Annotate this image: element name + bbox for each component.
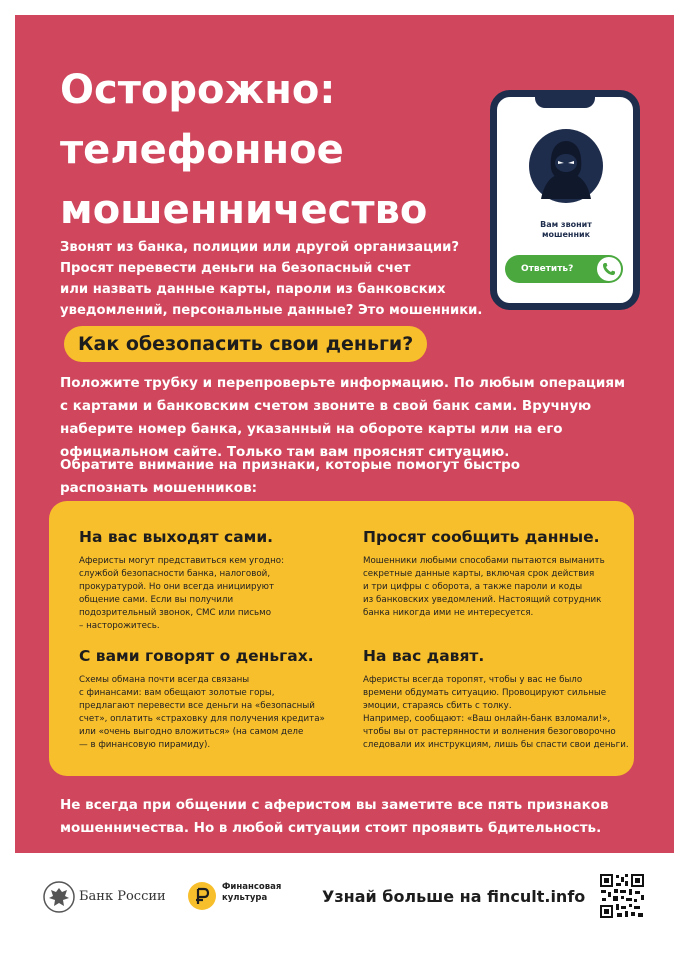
sign-line: прокуратурой. Но они всегда инициируют — [79, 582, 275, 592]
sign-line: с финансами: вам обещают золотые горы, — [79, 688, 275, 698]
phone-illustration — [490, 90, 640, 310]
sign-line: Схемы обмана почти всегда связаны — [79, 675, 250, 685]
sign-text — [363, 555, 633, 620]
sign-line: секретные данные карты, включая срок действия — [363, 569, 595, 579]
sign-line: эмоции, стараясь сбить с толку. — [363, 701, 512, 711]
sign-line: службой безопасности банка, налоговой, — [79, 569, 271, 579]
sign-text — [79, 555, 349, 633]
sign-card — [79, 527, 349, 633]
sign-line: или «очень выгодно вложиться» (на самом деле — [79, 727, 304, 737]
advice-line: официальном сайте. Только там вам прояснят ситуацию. — [60, 444, 510, 460]
sign-text — [79, 674, 349, 752]
intro-line: или назвать данные карты, пароли из банковских — [60, 282, 446, 297]
sign-text — [363, 674, 633, 752]
signs-intro — [60, 454, 635, 500]
fincult-line: культура — [222, 893, 268, 903]
ruble-coin-icon — [187, 881, 217, 911]
title-line: Осторожно: — [60, 67, 336, 113]
intro-text — [60, 237, 500, 321]
sign-line: Например, сообщают: «Ваш онлайн-банк взломали!», — [363, 714, 611, 724]
main-panel — [15, 15, 674, 853]
sign-line: из банковских уведомлений. Настоящий сотрудник — [363, 595, 602, 605]
website-cta[interactable]: Узнай больше на fincult.info — [322, 887, 586, 906]
answer-call-button[interactable] — [505, 255, 623, 283]
phone-handset-graphic — [597, 257, 621, 281]
sign-line: Аферисты всегда торопят, чтобы у вас не было — [363, 675, 583, 685]
qr-code[interactable] — [599, 873, 645, 919]
intro-line: Звонят из банка, полиции или другой организации? — [60, 240, 459, 255]
caller-line: мошенник — [541, 230, 591, 239]
title-line: мошенничество — [60, 187, 428, 233]
outro-line: Не всегда при общении с аферистом вы заметите все пять признаков — [60, 797, 609, 813]
poster — [15, 15, 674, 945]
title-line: телефонное — [60, 127, 344, 173]
bank-name: Банк России — [79, 889, 166, 904]
answer-label: Ответить? — [521, 264, 574, 274]
advice-text — [60, 372, 635, 464]
phone-icon[interactable] — [597, 257, 621, 281]
signs-intro-line: Обратите внимание на признаки, которые помогут быстро — [60, 457, 521, 473]
sign-line: чтобы вы от растерянности и волнения безоговорочно — [363, 727, 616, 737]
signs-panel — [49, 501, 634, 776]
advice-line: наберите номер банка, указанный на обороте карты или на его — [60, 421, 563, 437]
intro-line: Просят перевести деньги на безопасный счет — [60, 261, 411, 276]
sign-line: и три цифры с оборота, а также пароли и коды — [363, 582, 583, 592]
section-heading: Как обезопасить свои деньги? — [64, 326, 427, 362]
fincult-name — [222, 882, 292, 904]
outro-line: мошенничества. Но в любой ситуации стоит проявить бдительность. — [60, 820, 602, 836]
advice-line: с картами и банковским счетом звоните в свой банк сами. Вручную — [60, 398, 592, 414]
sign-card — [363, 527, 633, 620]
sign-line: – насторожитесь. — [79, 621, 160, 631]
bank-eagle-icon — [43, 881, 75, 913]
sign-title: С вами говорят о деньгах. — [79, 647, 314, 665]
outro-text — [60, 794, 640, 840]
sign-line: — в финансовую пирамиду). — [79, 740, 211, 750]
sign-title: Просят сообщить данные. — [363, 528, 600, 546]
poster-title — [60, 60, 490, 240]
sign-title: На вас давят. — [363, 647, 485, 665]
sign-line: банка никогда ими не интересуется. — [363, 608, 534, 618]
fincult-line: Финансовая — [222, 882, 282, 892]
footer — [15, 853, 674, 945]
sign-line: счет», оплатить «страховку для получения кредита» — [79, 714, 325, 724]
advice-line: Положите трубку и перепроверьте информацию. По любым операциям — [60, 375, 626, 391]
phone-notch — [535, 96, 595, 108]
signs-intro-line: распознать мошенников: — [60, 480, 258, 496]
caller-label — [507, 220, 625, 240]
sign-line: подозрительный звонок, СМС или письмо — [79, 608, 272, 618]
sign-line: Мошенники любыми способами пытаются выманить — [363, 556, 605, 566]
sign-card — [79, 646, 349, 752]
sign-card — [363, 646, 633, 752]
hooded-caller-icon — [529, 129, 603, 203]
sign-line: предлагают перевести все деньги на «безопасный — [79, 701, 315, 711]
sign-line: Аферисты могут представиться кем угодно: — [79, 556, 285, 566]
sign-line: времени обдумать ситуацию. Провоцируют сильные — [363, 688, 607, 698]
sign-line: общение сами. Если вы получили — [79, 595, 234, 605]
caller-line: Вам звонит — [540, 220, 592, 229]
sign-line: следовали их инструкциям, лишь бы спасти свои деньги. — [363, 740, 629, 750]
sign-title: На вас выходят сами. — [79, 528, 274, 546]
intro-line: уведомлений, персональные данные? Это мошенники. — [60, 303, 483, 318]
